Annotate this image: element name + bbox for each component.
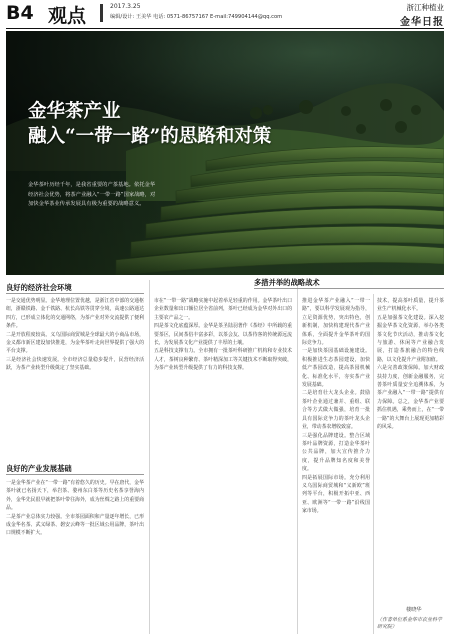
author-affiliation: （作者单位系金华市农业科学研究院） [377, 617, 443, 630]
paragraph: 五是加强茶文化建设。深入挖掘金华茶文化资源，举办各类茶文化节庆活动，推动茶文化与旅游、休闲等产业融合发展，打造茶旅融合的特色线路，以文化提升产业附加值。 [377, 314, 444, 363]
paragraph: 五是科技支撑有力。全市拥有一批茶叶科研推广机构和专业技术人才，茶树良种繁育、茶叶精深加工等关键技术不断取得突破，为茶产业转型升级提供了有力的科技支撑。 [154, 348, 292, 372]
column-separator [149, 280, 150, 634]
author-byline: 楼晓华 [406, 607, 422, 613]
header-rule [6, 28, 444, 29]
paragraph: 二是培育壮大龙头企业。鼓励茶叶企业通过兼并、重组、联合等方式做大做强，培育一批具有国际竞争力的茶叶龙头企业，带动茶农增收致富。 [302, 390, 370, 431]
column-four-text [377, 297, 444, 597]
paragraph: 六是完善政策保障。加大财政扶持力度，创新金融服务，完善茶叶质量安全追溯体系，为茶产业融入“一带一路”提供有力保障。总之，金华茶产业要抓住机遇，乘势而上，在“一带一路”的大舞台上展现更加精彩的风采。 [377, 365, 444, 431]
section-heading-environment: 良好的经济社会环境 [6, 283, 72, 292]
title-line-2: 融入“一带一路”的思路和对策 [28, 126, 272, 147]
section-environment-text [6, 297, 144, 459]
title-line-1: 金华茶产业 [28, 101, 121, 122]
column-two-text [154, 297, 292, 631]
paragraph: 二是茶产业总体实力较强。全市茶园面积和产量逐年增长，已形成金华名茶、武义绿茶、磐安云峰等一批区域公用品牌，茶叶出口规模不断扩大。 [6, 513, 144, 537]
paragraph: 四是茶文化底蕴深厚。金华是茶圣陆羽著作《茶经》中所载的重要茶区，民间茶俗丰富多彩，以茶会友、以茶待客的传统源远流长，为发展茶文化产业提供了丰厚的土壤。 [154, 323, 292, 347]
paragraph: 四是拓展国际市场。充分利用义乌国际商贸城和“义新欧”班列等平台，积极开拓中亚、西亚、欧洲等“一带一路”沿线国家市场。 [302, 474, 370, 515]
section-name: 观点 [48, 5, 87, 27]
header-right [400, 2, 444, 28]
article-title [28, 99, 271, 149]
column-separator [373, 294, 374, 634]
paragraph: 一是交通优势明显。金华地理位置优越，是浙江省中部的交通枢纽，浙赣铁路、金千铁路、杭长高铁等贯穿全境，高速公路通达四方，已形成立体化的交通网络，为茶产业对外交流提供了便利条件。 [6, 298, 144, 330]
paragraph: 一是加快茶园基础设施建设。积极推进生态茶园建设，加快低产茶园改造，提高茶园机械化、标准化水平，夯实茶产业发展基础。 [302, 348, 370, 389]
newspaper-name: 金华日报 [400, 17, 444, 28]
section-heading-rule [254, 288, 444, 289]
page-number: B4 [6, 2, 34, 24]
paragraph: 技术，提高茶叶质量，提升茶业生产机械化水平。 [377, 298, 444, 313]
article-lead: 金华茶叶历经千年，是我省重要的产茶基地。依托金华经济社会优势，将茶产业融入“一带一路”国家战略，对加快金华茶业传承发展具有极为重要的战略意义。 [28, 182, 156, 207]
issue-date: 2017.3.25 [110, 3, 141, 10]
page-header [0, 0, 450, 28]
paragraph: 三是强化品牌建设。整合区域茶叶品牌资源，打造金华茶叶公共品牌，加大宣传推介力度，提升品牌知名度和美誉度。 [302, 432, 370, 473]
paragraph: 三是经济社会快速发展。全市经济总量稳步提升，民营经济活跃，为茶产业转型升级奠定了坚实基础。 [6, 356, 144, 372]
paragraph: 一是金华茶产业在“一带一路”有着悠久的历史。早在唐代，金华茶叶就已名扬天下，举岩茶、婺州东白茶等历史名茶享誉海内外，金华先民很早就把茶叶带往海外，成为丝绸之路上的重要商品。 [6, 480, 144, 512]
column-three-text [302, 297, 370, 631]
section-industry-text [6, 479, 144, 631]
editor-contact: 编辑/设计: 王美华 电话: 0571-86757167 E-mail:749904144@qq.com [110, 14, 283, 20]
hero-banner [6, 31, 444, 275]
tea-garden-illustration [6, 31, 444, 275]
section-heading-industry: 良好的产业发展基础 [6, 464, 72, 473]
article-body [6, 280, 444, 634]
header-divider [100, 4, 103, 22]
section-heading-rule [6, 474, 144, 475]
paragraph: 二是开放程度较高。义乌国际商贸城是全球最大的小商品市场，金义都市新区建设加快推进，为金华茶叶走向世界提供了强大的平台支撑。 [6, 331, 144, 355]
column-separator [297, 280, 298, 634]
paragraph: 市在“一带一路”战略实施中起着举足轻重的作用。金华茶叶出口企业数量和出口额位居全省前列，茶叶已经成为金华对外出口的主要农产品之一。 [154, 298, 292, 321]
section-heading-rule [6, 293, 144, 294]
column-name: 浙江种植业 [406, 3, 444, 12]
section-heading-strategy: 多措并举的战略战术 [254, 278, 320, 287]
paragraph: 推进金华茶产业融入“一带一路”，要以科学发展观为指导，立足资源优势，突出特色，创新机制，加快构建现代茶产业体系，全面提升金华茶叶的国际竞争力。 [302, 298, 370, 347]
text-shade [6, 31, 444, 275]
